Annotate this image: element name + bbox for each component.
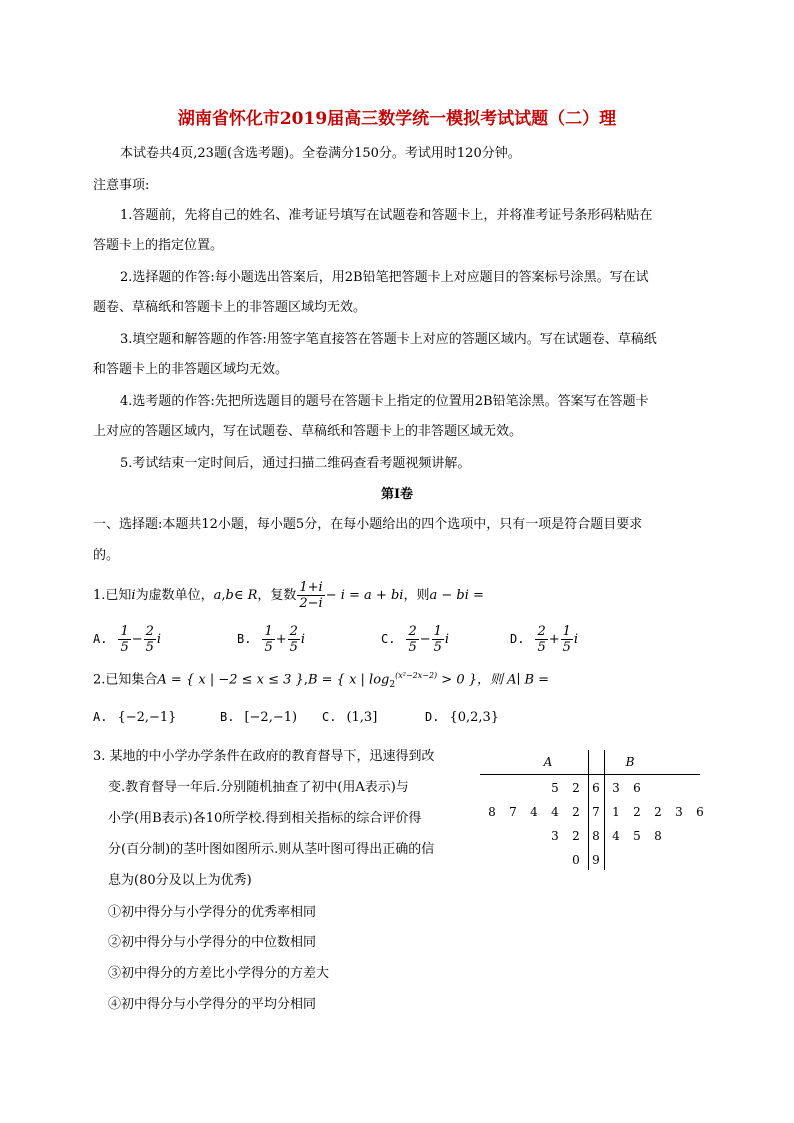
option-text: [−2,−1) <box>244 710 298 725</box>
leaf-a: 2 <box>572 781 580 795</box>
option-text: {0,2,3} <box>449 710 500 725</box>
note-3-line-2: 和答题卡上的非答题区域均无效。 <box>93 362 289 377</box>
option-label: C. <box>322 710 337 724</box>
q2-option-a <box>93 710 176 725</box>
leaf-a: 4 <box>530 805 538 819</box>
q3-statement-1: ①初中得分与小学得分的优秀率相同 <box>108 905 317 920</box>
option-text: (1,3] <box>346 710 378 725</box>
page-title: 湖南省怀化市2019届高三数学统一模拟考试试题（二）理 <box>177 109 617 129</box>
q2-log-base: 2 <box>389 679 396 690</box>
frac-den: 5 <box>537 640 546 655</box>
q3-line-1: 3. 某地的中小学办学条件在政府的教育督导下，迅速得到改 <box>93 749 435 764</box>
leaf-a: 8 <box>488 805 496 819</box>
q2-option-d <box>425 710 499 725</box>
section-desc-line-2: 的。 <box>93 548 120 563</box>
leaf-b: 3 <box>612 781 620 795</box>
q1-prefix: 1.已知 <box>93 588 132 603</box>
q1-ask: a − bi = <box>429 588 484 603</box>
leaf-b: 8 <box>654 829 662 843</box>
option-label: C. <box>381 632 396 646</box>
option-label: D. <box>510 632 525 646</box>
q1-option-c <box>381 624 449 655</box>
frac-num: 2 <box>145 624 154 639</box>
operator: + <box>275 632 287 647</box>
leaf-b: 1 <box>612 805 620 819</box>
frac-num: 1 <box>264 624 273 639</box>
note-5-line-1: 5.考试结束一定时间后，通过扫描二维码查看考题视频讲解。 <box>120 456 471 471</box>
q1-numerator: 1+i <box>299 580 323 595</box>
option-label: D. <box>425 710 440 724</box>
operator: + <box>548 632 560 647</box>
q1-var-i: i <box>131 588 136 603</box>
frac-den: 5 <box>289 640 298 655</box>
q2-set-b-pre: B = { x | log <box>307 672 390 688</box>
leaf-b: 6 <box>633 781 641 795</box>
q2-set-a: A = { x | −2 ≤ x ≤ 3 } <box>157 672 304 688</box>
frac-den: 5 <box>433 640 442 655</box>
imag-unit: i <box>300 632 306 647</box>
frac-num: 1 <box>562 624 571 639</box>
question-2 <box>93 668 549 693</box>
frac-den: 5 <box>562 640 571 655</box>
q3-line-5: 息为(80分及以上为优秀) <box>108 873 252 888</box>
leaf-b: 2 <box>633 805 641 819</box>
frac-num: 2 <box>408 624 417 639</box>
note-2-line-1: 2.选择题的作答:每小题选出答案后，用2B铅笔把答题卡上对应题目的答案标号涂黑。写在试 <box>120 270 649 285</box>
leaf-b: 2 <box>654 805 662 819</box>
frac-den: 5 <box>264 640 273 655</box>
q2-ask: ，则 A∣ B = <box>477 672 550 688</box>
q1-option-d <box>510 624 578 655</box>
leaf-b: 6 <box>696 805 704 819</box>
q2-prefix: 2.已知集合 <box>93 672 158 688</box>
imag-unit: i <box>444 632 450 647</box>
q1-var-b: b <box>225 588 234 603</box>
q3-statement-2: ②初中得分与小学得分的中位数相同 <box>108 935 317 950</box>
option-label: B. <box>220 710 235 724</box>
stem-leaf-plot <box>480 750 720 870</box>
q1-in-r: ∈ R <box>233 588 258 603</box>
frac-den: 5 <box>120 640 129 655</box>
q1-var-a: a <box>213 588 222 603</box>
imag-unit: i <box>573 632 579 647</box>
frac-num: 2 <box>537 624 546 639</box>
leaf-a: 7 <box>509 805 517 819</box>
leaf-b: 4 <box>612 829 620 843</box>
header-b: B <box>625 755 635 769</box>
leaf-a: 5 <box>551 781 559 795</box>
section-title: 第Ⅰ卷 <box>380 487 414 502</box>
q2-set-b-post: > 0 } <box>437 672 478 688</box>
leaf-b: 3 <box>675 805 683 819</box>
frac-num: 1 <box>433 624 442 639</box>
q1-mid2: ，复数 <box>257 588 297 603</box>
section-desc-line-1: 一、选择题:本题共12小题，每小题5分，在每小题给出的四个选项中，只有一项是符合题目要求 <box>93 517 643 532</box>
q3-line-2: 变.教育督导一年后.分别随机抽查了初中(用A表示)与 <box>108 780 409 795</box>
leaf-b: 5 <box>633 829 641 843</box>
q1-option-a <box>93 624 161 655</box>
q3-statement-3: ③初中得分的方差比小学得分的方差大 <box>108 966 330 981</box>
leaf-a: 0 <box>572 853 580 867</box>
q1-equation: − i = a + bi <box>325 588 404 603</box>
header-rule <box>480 774 700 775</box>
intro-text: 本试卷共4页,23题(含选考题)。全卷满分150分。考试用时120分钟。 <box>120 146 521 161</box>
frac-den: 5 <box>408 640 417 655</box>
q2-sep: , <box>303 672 308 688</box>
leaf-a: 4 <box>551 805 559 819</box>
note-4-line-1: 4.选考题的作答:先把所选题目的题号在答题卡上指定的位置用2B铅笔涂黑。答案写在答题卡 <box>120 394 649 409</box>
frac-num: 1 <box>120 624 129 639</box>
operator: − <box>131 632 143 647</box>
operator: − <box>419 632 431 647</box>
frac-den: 5 <box>145 640 154 655</box>
q1-mid3: ，则 <box>403 588 430 603</box>
leaf-a: 2 <box>572 829 580 843</box>
q1-denominator: 2−i <box>299 596 323 611</box>
q1-fraction <box>297 580 324 611</box>
note-1-line-2: 答题卡上的指定位置。 <box>93 238 224 253</box>
note-1-line-1: 1.答题前，先将自己的姓名、准考证号填写在试题卷和答题卡上，并将准考证号条形码粘贴在 <box>120 208 653 223</box>
header-a: A <box>543 755 553 769</box>
note-4-line-2: 上对应的答题区域内，写在试题卷、草稿纸和答题卡上的非答题区域无效。 <box>93 424 523 439</box>
q2-log-arg: (x²−2x−2) <box>395 671 438 680</box>
imag-unit: i <box>156 632 162 647</box>
q1-option-b <box>237 624 305 655</box>
q1-comma: , <box>221 588 226 603</box>
notes-heading: 注意事项: <box>93 178 150 193</box>
q1-mid1: 为虚数单位， <box>135 588 214 603</box>
option-label: A. <box>93 710 108 724</box>
note-2-line-2: 题卷、草稿纸和答题卡上的非答题区域均无效。 <box>93 300 367 315</box>
question-1 <box>93 580 484 611</box>
stem-value: 6 <box>592 781 600 795</box>
option-label: A. <box>93 632 108 646</box>
frac-num: 2 <box>289 624 298 639</box>
stem-value: 7 <box>592 805 600 819</box>
option-label: B. <box>237 632 252 646</box>
stem-value: 8 <box>592 829 600 843</box>
stem-value: 9 <box>592 853 600 867</box>
q2-option-c <box>322 710 377 725</box>
q2-option-b <box>220 710 297 725</box>
note-3-line-1: 3.填空题和解答题的作答:用签字笔直接答在答题卡上对应的答题区域内。写在试题卷、草稿纸 <box>120 332 657 347</box>
leaf-a: 3 <box>551 829 559 843</box>
q3-statement-4: ④初中得分与小学得分的平均分相同 <box>108 997 317 1012</box>
q3-line-3: 小学(用B表示)各10所学校.得到相关指标的综合评价得 <box>108 811 422 826</box>
option-text: {−2,−1} <box>117 710 177 725</box>
leaf-a: 2 <box>572 805 580 819</box>
q3-line-4: 分(百分制)的茎叶图如图所示.则从茎叶图可得出正确的信 <box>108 842 435 857</box>
